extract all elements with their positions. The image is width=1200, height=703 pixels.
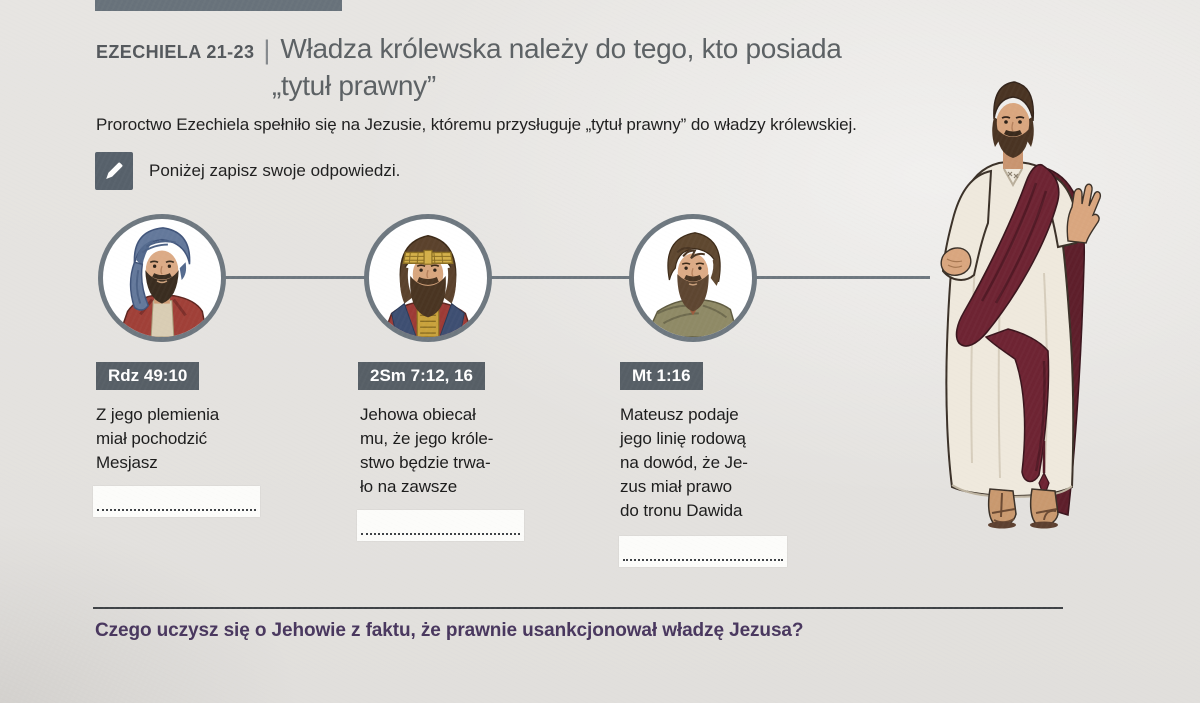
text-line: Mesjasz xyxy=(96,453,158,472)
pencil-icon xyxy=(95,152,133,190)
dotted-line xyxy=(97,509,256,511)
discussion-question: Czego uczysz się o Jehowie z faktu, że prawnie usankcjonował władzę Jezusa? xyxy=(95,620,804,641)
jesus-illustration xyxy=(898,73,1146,541)
portrait-david xyxy=(364,214,492,342)
scripture-badge-rdz: Rdz 49:10 xyxy=(96,362,199,390)
text-line: miał pochodzić xyxy=(96,429,208,448)
scripture-badge-2sm: 2Sm 7:12, 16 xyxy=(358,362,485,390)
instruction-label: Poniżej zapisz swoje odpowiedzi. xyxy=(149,161,401,180)
text-line: stwo będzie trwa- xyxy=(360,453,491,472)
page-title xyxy=(96,33,842,65)
timeline-line xyxy=(162,276,930,279)
answer-field-1[interactable] xyxy=(93,486,260,517)
portrait-judah xyxy=(98,214,226,342)
dotted-line xyxy=(623,559,783,561)
text-line: mu, że jego króle- xyxy=(360,429,494,448)
joseph-illustration xyxy=(634,219,752,337)
answer-field-3[interactable] xyxy=(619,536,787,567)
intro-text: Proroctwo Ezechiela spełniło się na Jezusie, któremu przysługuje „tytuł prawny” do władzy królewskiej. xyxy=(96,115,857,134)
card-text-judah xyxy=(96,403,286,475)
portrait-joseph xyxy=(629,214,757,342)
text-line: na dowód, że Je- xyxy=(620,453,748,472)
card-text-david xyxy=(360,403,550,499)
text-line: jego linię rodową xyxy=(620,429,746,448)
answer-field-2[interactable] xyxy=(357,510,524,541)
david-illustration xyxy=(369,219,487,337)
title-separator: | xyxy=(263,35,271,65)
title-line2: „tytuł prawny” xyxy=(272,70,436,101)
card-text-joseph xyxy=(620,403,810,523)
text-line: do tronu Dawida xyxy=(620,501,743,520)
accent-bar xyxy=(95,0,342,11)
text-line: Jehowa obiecał xyxy=(360,405,476,424)
text-line: Mateusz podaje xyxy=(620,405,739,424)
judah-illustration xyxy=(103,219,221,337)
section-divider xyxy=(93,607,1063,609)
title-line1: Władza królewska należy do tego, kto posiada xyxy=(280,33,842,64)
jesus-standing-figure xyxy=(898,73,1146,541)
dotted-line xyxy=(361,533,520,535)
scripture-badge-mt: Mt 1:16 xyxy=(620,362,703,390)
lesson-reference: EZECHIELA 21-23 xyxy=(96,42,255,62)
text-line: Z jego plemienia xyxy=(96,405,220,424)
text-line: ło na zawsze xyxy=(360,477,458,496)
text-line: zus miał prawo xyxy=(620,477,732,496)
